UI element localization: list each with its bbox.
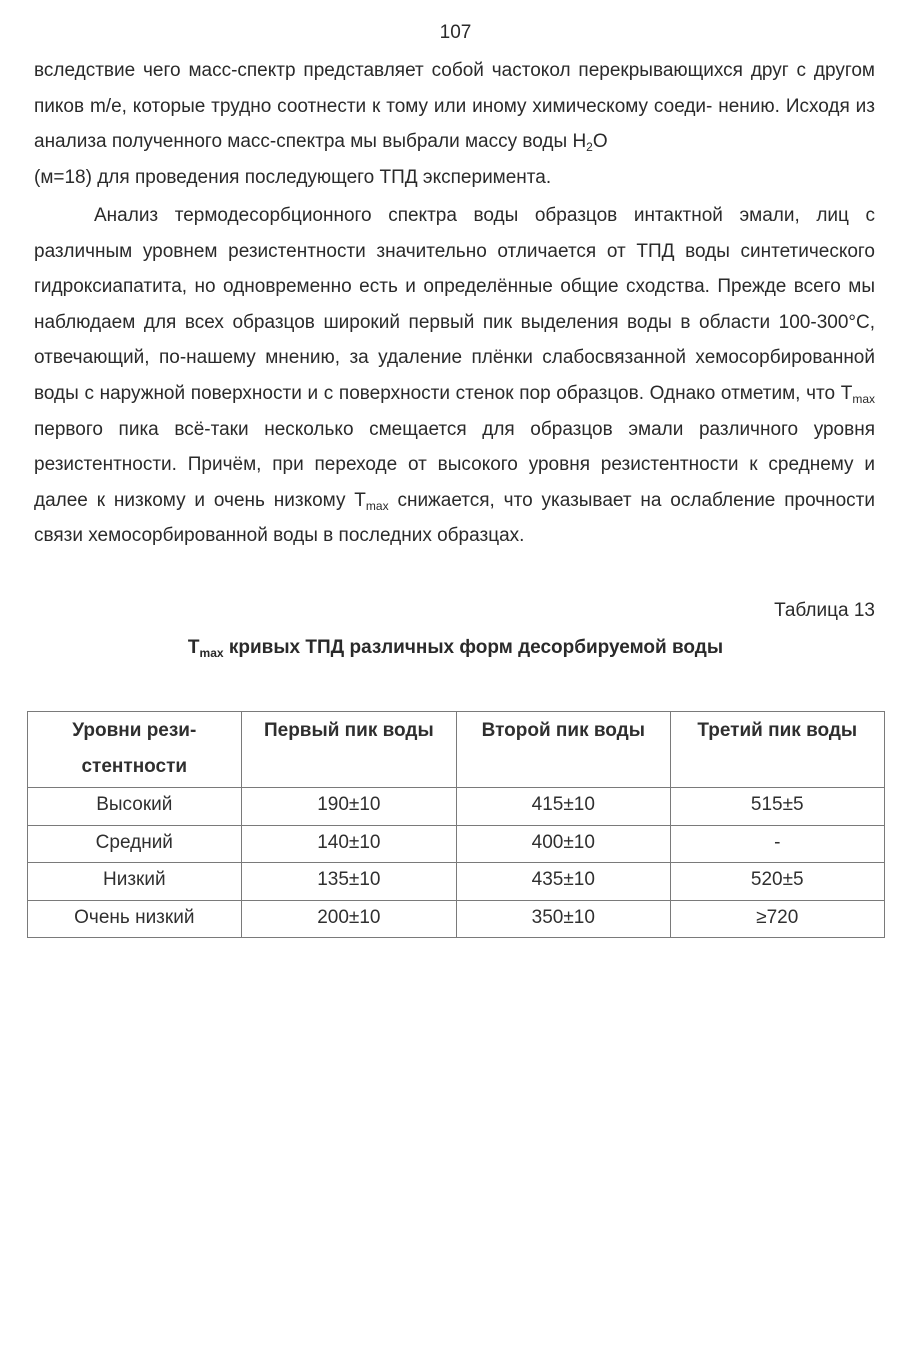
paragraph-continuation bbox=[34, 53, 875, 195]
paragraph2-part1: Анализ термодесорбционного спектра воды образцов интактной эмали, лиц с различным уровнем резистентности значительно отличается от ТПД воды синтетического гидроксиапатита, но одновременно есть и определённые общие сходства. Прежде всего мы наблюдаем для всех образцов широкий первый пик выделения воды в области 100-300°С, отвечающий, по-нашему мнению, за удаление плёнки слабосвязанной хемосорбированной воды с наружной поверхности и с поверхности стенок пор образцов. Однако отметим, что T bbox=[34, 205, 875, 404]
subscript-max-1: max bbox=[852, 391, 875, 406]
cell-first: 200±10 bbox=[241, 900, 456, 938]
cell-second: 350±10 bbox=[457, 900, 670, 938]
cell-second: 415±10 bbox=[457, 788, 670, 826]
paragraph2-part3: снижается, что указывает на ослабление прочности связи хемосорбированной воды в последних образцах. bbox=[34, 489, 875, 547]
cell-third: - bbox=[670, 825, 884, 863]
cell-second: 400±10 bbox=[457, 825, 670, 863]
paragraph1-line4: (м=18) для проведения последующего ТПД эксперимента. bbox=[34, 166, 552, 188]
table-row bbox=[28, 825, 885, 863]
cell-third: 515±5 bbox=[670, 788, 884, 826]
cell-first: 140±10 bbox=[241, 825, 456, 863]
cell-first: 190±10 bbox=[241, 788, 456, 826]
paragraph1-line2: другом пиков m/e, которые трудно соотнести к тому или иному химическому соеди- bbox=[34, 60, 875, 117]
page-number: 107 bbox=[439, 22, 472, 43]
cell-level: Средний bbox=[28, 825, 242, 863]
header-levels bbox=[28, 712, 242, 788]
paragraph1-line3-end: O bbox=[592, 131, 608, 153]
table-title-sub: max bbox=[199, 646, 224, 660]
cell-third: ≥720 bbox=[670, 900, 884, 938]
header-first-peak: Первый пик воды bbox=[241, 712, 456, 788]
table-row bbox=[28, 863, 885, 901]
table-row bbox=[28, 900, 885, 938]
table-title-t: T bbox=[187, 637, 200, 658]
cell-second: 435±10 bbox=[457, 863, 670, 901]
cell-level: Низкий bbox=[28, 863, 242, 901]
header-third-peak: Третий пик воды bbox=[670, 712, 884, 788]
tpd-table bbox=[27, 711, 885, 938]
table-caption: Таблица 13 bbox=[774, 600, 875, 621]
subscript-2: 2 bbox=[586, 140, 593, 155]
cell-level: Очень низкий bbox=[28, 900, 242, 938]
paragraph-analysis bbox=[34, 198, 875, 554]
paragraph1-line3: нению. Исходя из анализа полученного масс-спектра мы выбрали массу воды H bbox=[34, 95, 875, 153]
header-levels-line1: Уровни рези- bbox=[72, 720, 197, 741]
table-row bbox=[28, 788, 885, 826]
header-second-peak: Второй пик воды bbox=[457, 712, 670, 788]
paragraph2-part2: первого пика всё-таки несколько смещается для образцов эмали различного уровня резистентности. Причём, при переходе от высокого уровня резистентности к среднему и далее к низкому и очень низкому T bbox=[34, 418, 875, 511]
cell-third: 520±5 bbox=[670, 863, 884, 901]
cell-first: 135±10 bbox=[241, 863, 456, 901]
header-levels-line2: стентности bbox=[81, 756, 188, 777]
cell-level: Высокий bbox=[28, 788, 242, 826]
paragraph1-line1: вследствие чего масс-спектр представляет собой частокол перекрывающихся друг с bbox=[34, 60, 807, 81]
table-title bbox=[0, 637, 911, 659]
table-header-row bbox=[28, 712, 885, 788]
table-title-rest: кривых ТПД различных форм десорбируемой воды bbox=[223, 637, 724, 658]
subscript-max-2: max bbox=[365, 498, 389, 513]
